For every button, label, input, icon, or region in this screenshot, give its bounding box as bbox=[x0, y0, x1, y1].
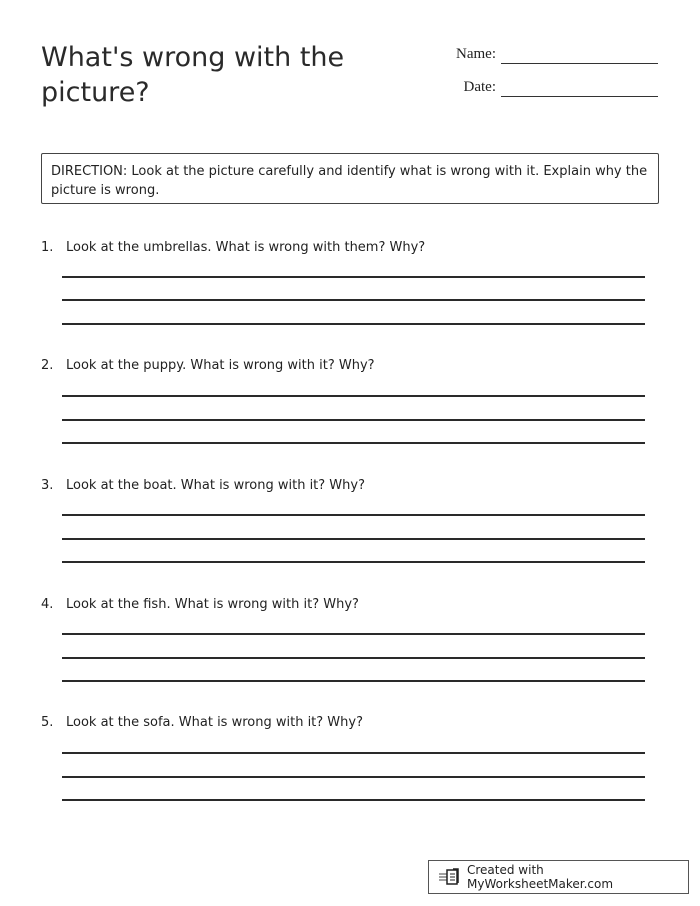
name-label: Name: bbox=[456, 46, 496, 62]
question-text bbox=[41, 357, 651, 375]
answer-line[interactable] bbox=[62, 514, 645, 516]
question-number: 1. bbox=[41, 240, 54, 255]
direction-box: DIRECTION: Look at the picture carefully and identify what is wrong with it. Explain why the picture is wrong. bbox=[41, 153, 659, 204]
answer-line[interactable] bbox=[62, 633, 645, 635]
answer-line[interactable] bbox=[62, 752, 645, 754]
question-1 bbox=[41, 239, 651, 257]
answer-line[interactable] bbox=[62, 799, 645, 801]
footer-credit-text: Created with MyWorksheetMaker.com bbox=[467, 863, 614, 891]
question-3 bbox=[41, 477, 651, 495]
question-number: 2. bbox=[41, 358, 54, 373]
answer-line[interactable] bbox=[62, 276, 645, 278]
question-2 bbox=[41, 357, 651, 375]
answer-line[interactable] bbox=[62, 323, 645, 325]
question-text bbox=[41, 477, 651, 495]
date-label: Date: bbox=[463, 79, 496, 95]
answer-line[interactable] bbox=[62, 657, 645, 659]
name-blank-line[interactable] bbox=[501, 63, 658, 64]
question-prompt: Look at the fish. What is wrong with it? Why? bbox=[66, 597, 359, 612]
question-text bbox=[41, 714, 651, 732]
answer-line[interactable] bbox=[62, 442, 645, 444]
worksheet-maker-logo-icon bbox=[439, 868, 461, 886]
date-blank-line[interactable] bbox=[501, 96, 658, 97]
created-with-badge[interactable] bbox=[428, 860, 689, 894]
answer-line[interactable] bbox=[62, 419, 645, 421]
name-field[interactable] bbox=[420, 46, 660, 66]
answer-line[interactable] bbox=[62, 561, 645, 563]
question-text bbox=[41, 239, 651, 257]
question-5 bbox=[41, 714, 651, 732]
question-prompt: Look at the puppy. What is wrong with it? Why? bbox=[66, 358, 375, 373]
question-prompt: Look at the umbrellas. What is wrong with them? Why? bbox=[66, 240, 426, 255]
question-number: 4. bbox=[41, 597, 54, 612]
worksheet-title: What's wrong with the picture? bbox=[41, 42, 345, 108]
question-text bbox=[41, 596, 651, 614]
question-prompt: Look at the boat. What is wrong with it? Why? bbox=[66, 478, 365, 493]
answer-line[interactable] bbox=[62, 538, 645, 540]
date-field[interactable] bbox=[420, 79, 660, 99]
answer-line[interactable] bbox=[62, 776, 645, 778]
question-prompt: Look at the sofa. What is wrong with it? Why? bbox=[66, 715, 363, 730]
question-number: 5. bbox=[41, 715, 54, 730]
question-number: 3. bbox=[41, 478, 54, 493]
answer-line[interactable] bbox=[62, 395, 645, 397]
answer-line[interactable] bbox=[62, 299, 645, 301]
answer-line[interactable] bbox=[62, 680, 645, 682]
question-4 bbox=[41, 596, 651, 614]
